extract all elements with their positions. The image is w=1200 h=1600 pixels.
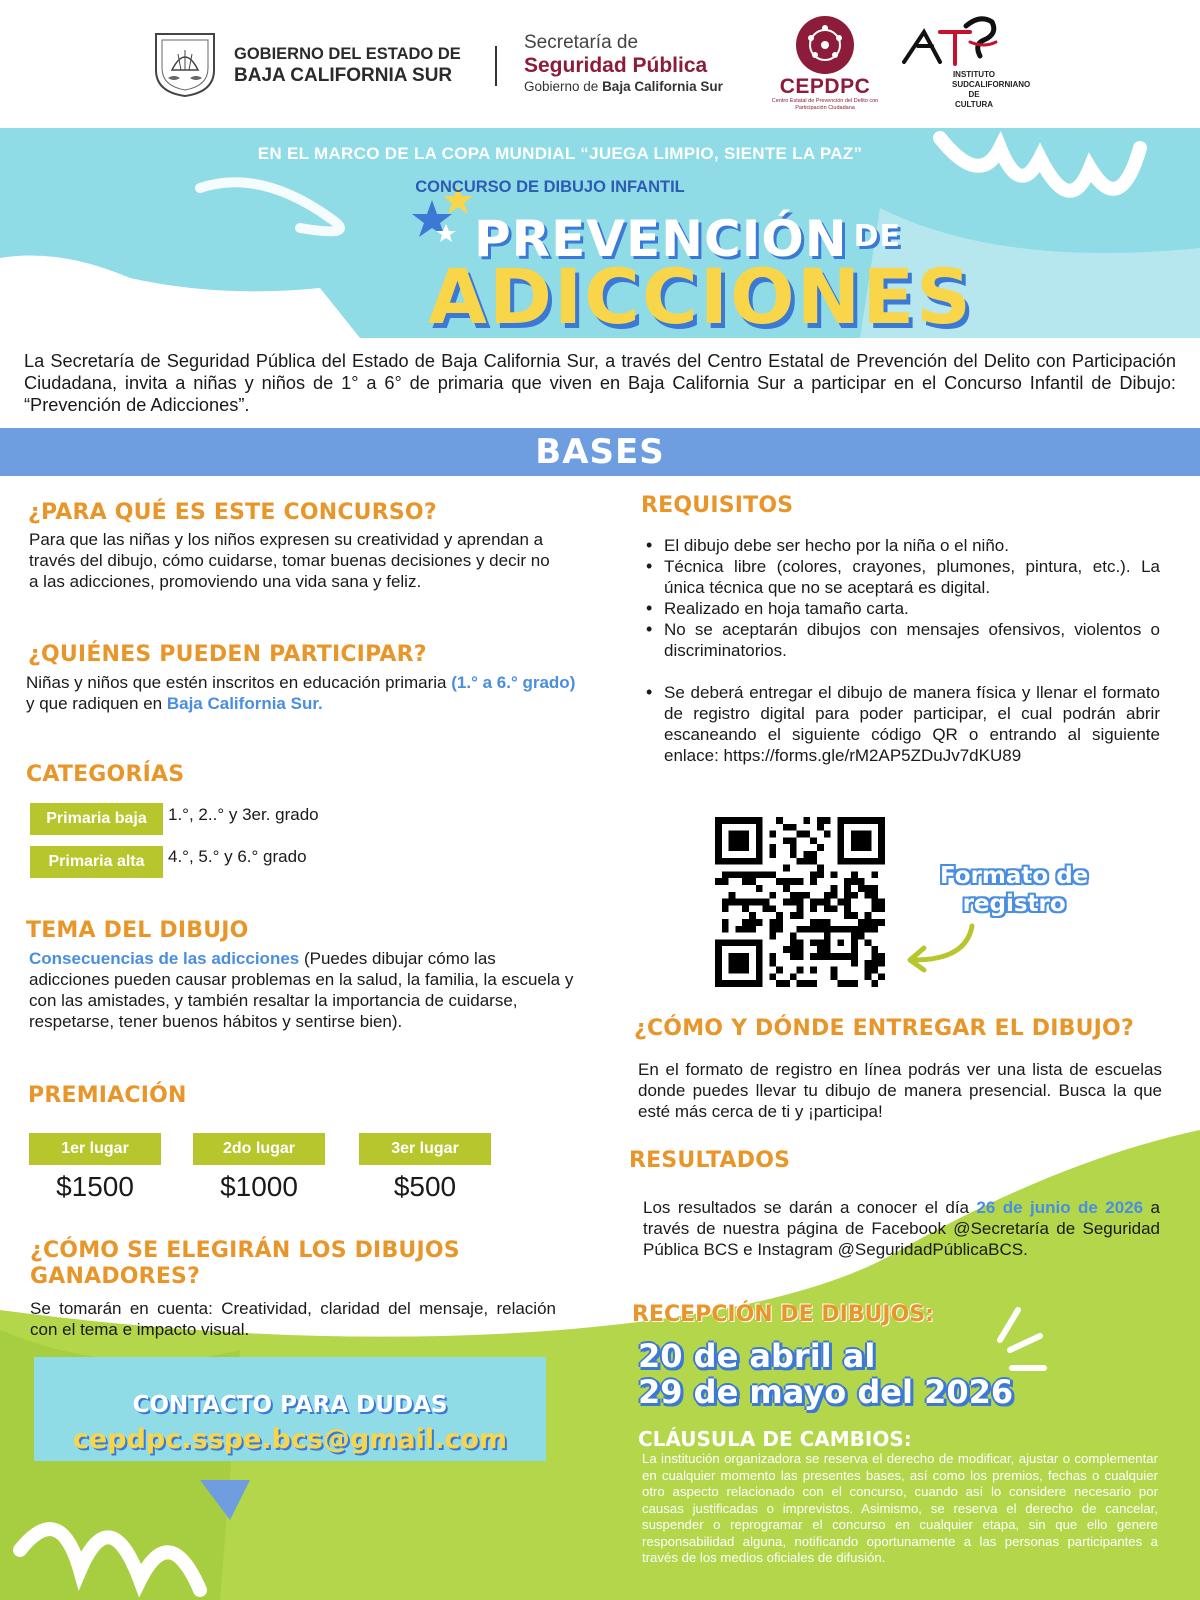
prize-place-3: 3er lugar bbox=[359, 1133, 491, 1165]
gov-line-2: BAJA CALIFORNIA SUR bbox=[234, 65, 453, 86]
cepdpc-logo bbox=[770, 14, 880, 112]
section-title-requisitos: REQUISITOS bbox=[641, 493, 794, 518]
tema-text: (Puedes dibujar cómo las adicciones pueden causar problemas en la salud, la familia, la escuela y con las amistades, y también resaltar la importancia de cuidarse, respetarse, tener buenos hábitos y sentirse bien). bbox=[29, 949, 574, 1031]
resultados-text-2: a través de nuestra página de Facebook @Secretaría de Seguridad Pública BCS e Instagram @SeguridadPúblicaBCS. bbox=[643, 1198, 1160, 1259]
cepdpc-subtitle: Centro Estatal de Prevención del Delito con Participación Ciudadana bbox=[771, 98, 879, 111]
arrow-pointing-to-qr-icon bbox=[902, 920, 978, 976]
section-title-tema: TEMA DEL DIBUJO bbox=[26, 918, 249, 943]
requirement-item: • No se aceptarán dibujos con mensajes ofensivos, violentos o discriminatorios. bbox=[642, 619, 1160, 661]
contact-title: CONTACTO PARA DUDAS bbox=[132, 1392, 448, 1418]
requirement-item: • Técnica libre (colores, crayones, plumones, pintura, etc.). La única técnica que no se aceptará es digital. bbox=[642, 556, 1160, 598]
section-title-eleccion bbox=[30, 1238, 460, 1290]
isc-name: INSTITUTO SUDCALIFORNIANO DE CULTURA bbox=[952, 70, 1031, 109]
title-line-2: ADICCIONES bbox=[428, 252, 973, 338]
quienes-state-highlight: Baja California Sur. bbox=[166, 694, 323, 713]
category-value-primaria-baja: 1.°, 2..° y 3er. grado bbox=[168, 805, 319, 824]
section-text-entrega: En el formato de registro en línea podrás ver una lista de escuelas donde puedes llevar tu dibujo de manera presencial. Busca la que esté más cerca de ti y ¡participa! bbox=[638, 1060, 1162, 1121]
category-chip-primaria-baja: Primaria baja bbox=[30, 803, 163, 835]
intro-paragraph: La Secretaría de Seguridad Pública del Estado de Baja California Sur, a través del Centro Estatal de Prevención del Delito con Participación Ciudadana, invita a niñas y niños de 1° a 6° de primaria que viven en Baja California Sur a participar en el Concurso Infantil de Dibujo: “Prevención de Adicciones”. bbox=[24, 351, 1176, 415]
banner-kicker: EN EL MARCO DE LA COPA MUNDIAL “JUEGA LIMPIO, SIENTE LA PAZ” bbox=[257, 144, 863, 163]
clausula-text: La institución organizadora se reserva el derecho de modificar, ajustar o complementar en cualquier momento las presentes bases, así como los premios, fechas o cualquier otro aspecto relacionado con el concurso, cuando así lo considere necesario por causas justificadas o imprevistos. Asimismo, se reserva el derecho de cancelar, suspender o reprogramar el concurso en cualquier etapa, sin que ello genere responsabilidad alguna, notificando oportunamente a las personas participantes a través de los medios oficiales de difusión. bbox=[642, 1451, 1158, 1565]
header-divider bbox=[495, 46, 497, 86]
section-text-tema bbox=[29, 948, 577, 1032]
section-title-quienes: ¿QUIÉNES PUEDEN PARTICIPAR? bbox=[28, 642, 427, 667]
section-text-para-que: Para que las niñas y los niños expresen su creatividad y aprendan a través del dibujo, cómo cuidarse, tomar buenas decisiones y decir no a las adicciones, promoviendo una vida sana y feliz. bbox=[29, 530, 550, 591]
tema-highlight: Consecuencias de las adicciones bbox=[29, 949, 300, 968]
title-banner bbox=[0, 128, 1200, 338]
qr-label-line-1: Formato de bbox=[940, 863, 1089, 889]
category-chip-primaria-alta: Primaria alta bbox=[30, 846, 163, 878]
ssp-line-3 bbox=[524, 78, 723, 96]
requirement-item: • Realizado en hoja tamaño carta. bbox=[642, 598, 1160, 619]
resultados-date-highlight: 26 de junio de 2026 bbox=[976, 1198, 1144, 1217]
category-value-primaria-alta: 4.°, 5.° y 6.° grado bbox=[168, 847, 307, 866]
section-title-resultados: RESULTADOS bbox=[629, 1148, 791, 1173]
title-word-de: DE bbox=[853, 219, 902, 254]
contact-email[interactable]: cepdpc.sspe.bcs@gmail.com bbox=[72, 1424, 508, 1455]
ssp-logo-text bbox=[524, 32, 723, 96]
header bbox=[0, 0, 1200, 128]
quienes-text-2: y que radiquen en bbox=[26, 694, 167, 713]
eleccion-title-line-2: GANADORES? bbox=[30, 1264, 201, 1289]
qr-label bbox=[940, 862, 1088, 918]
cepdpc-name: CEPDPC bbox=[779, 75, 871, 98]
section-title-entrega: ¿CÓMO Y DÓNDE ENTREGAR EL DIBUJO? bbox=[634, 1016, 1134, 1041]
isc-emblem-icon bbox=[900, 12, 1002, 72]
ssp-line-3-bold: Baja California Sur bbox=[602, 79, 723, 94]
prize-amount-1: $1500 bbox=[56, 1171, 134, 1202]
section-title-premiacion: PREMIACIÓN bbox=[28, 1083, 187, 1108]
state-seal-icon bbox=[152, 30, 218, 98]
registration-qr-code[interactable] bbox=[715, 817, 885, 987]
section-text-resultados bbox=[643, 1197, 1160, 1260]
section-text-quienes bbox=[26, 672, 576, 714]
eleccion-title-line-1: ¿CÓMO SE ELEGIRÁN LOS DIBUJOS bbox=[30, 1238, 460, 1263]
prize-amount-3: $500 bbox=[393, 1171, 457, 1202]
ssp-line-3-prefix: Gobierno de bbox=[524, 79, 603, 94]
cepdpc-emblem-icon bbox=[794, 14, 856, 76]
section-text-eleccion: Se tomarán en cuenta: Creatividad, claridad del mensaje, relación con el tema e impacto visual. bbox=[30, 1299, 556, 1339]
gov-line-1: GOBIERNO DEL ESTADO DE bbox=[234, 45, 461, 63]
contest-type: CONCURSO DE DIBUJO INFANTIL bbox=[415, 178, 685, 196]
isc-logo bbox=[900, 12, 1031, 109]
prize-place-2: 2do lugar bbox=[193, 1133, 325, 1165]
bases-header bbox=[0, 428, 1200, 476]
prize-place-1: 1er lugar bbox=[29, 1133, 161, 1165]
requirements-list bbox=[642, 535, 1160, 766]
section-title-categorias: CATEGORÍAS bbox=[26, 762, 185, 787]
quienes-grades-highlight: (1.° a 6.° grado) bbox=[451, 673, 576, 692]
resultados-text-1: Los resultados se darán a conocer el día bbox=[643, 1198, 977, 1217]
ssp-line-1: Secretaría de bbox=[524, 32, 639, 53]
clausula-title: CLÁUSULA DE CAMBIOS: bbox=[638, 1427, 912, 1451]
bases-label: BASES bbox=[535, 432, 665, 472]
reception-date-line-2: 29 de mayo del 2026 bbox=[638, 1373, 1014, 1411]
ssp-line-2: Seguridad Pública bbox=[524, 54, 708, 77]
reception-date-line-1: 20 de abril al bbox=[638, 1337, 876, 1375]
section-title-para-que: ¿PARA QUÉ ES ESTE CONCURSO? bbox=[28, 500, 437, 525]
quienes-text-1: Niñas y niños que estén inscritos en educación primaria bbox=[26, 673, 452, 692]
title-word-prevencion: PREVENCIÓN bbox=[474, 210, 848, 268]
requirement-item-registration: • Se deberá entregar el dibujo de manera física y llenar el formato de registro digital para poder participar, el cual podrán abrir escaneando el siguiente código QR o entrando al siguiente enlace: https://forms.gle/rM2AP5ZDuJv7dKU89 bbox=[642, 682, 1160, 766]
qr-label-line-2: registro bbox=[962, 891, 1066, 917]
requirement-item: • El dibujo debe ser hecho por la niña o el niño. bbox=[642, 535, 1160, 556]
reception-dates bbox=[638, 1338, 1013, 1410]
prize-amount-2: $1000 bbox=[220, 1171, 298, 1202]
reception-title: RECEPCIÓN DE DIBUJOS: bbox=[632, 1302, 934, 1327]
state-government-name bbox=[234, 44, 461, 86]
